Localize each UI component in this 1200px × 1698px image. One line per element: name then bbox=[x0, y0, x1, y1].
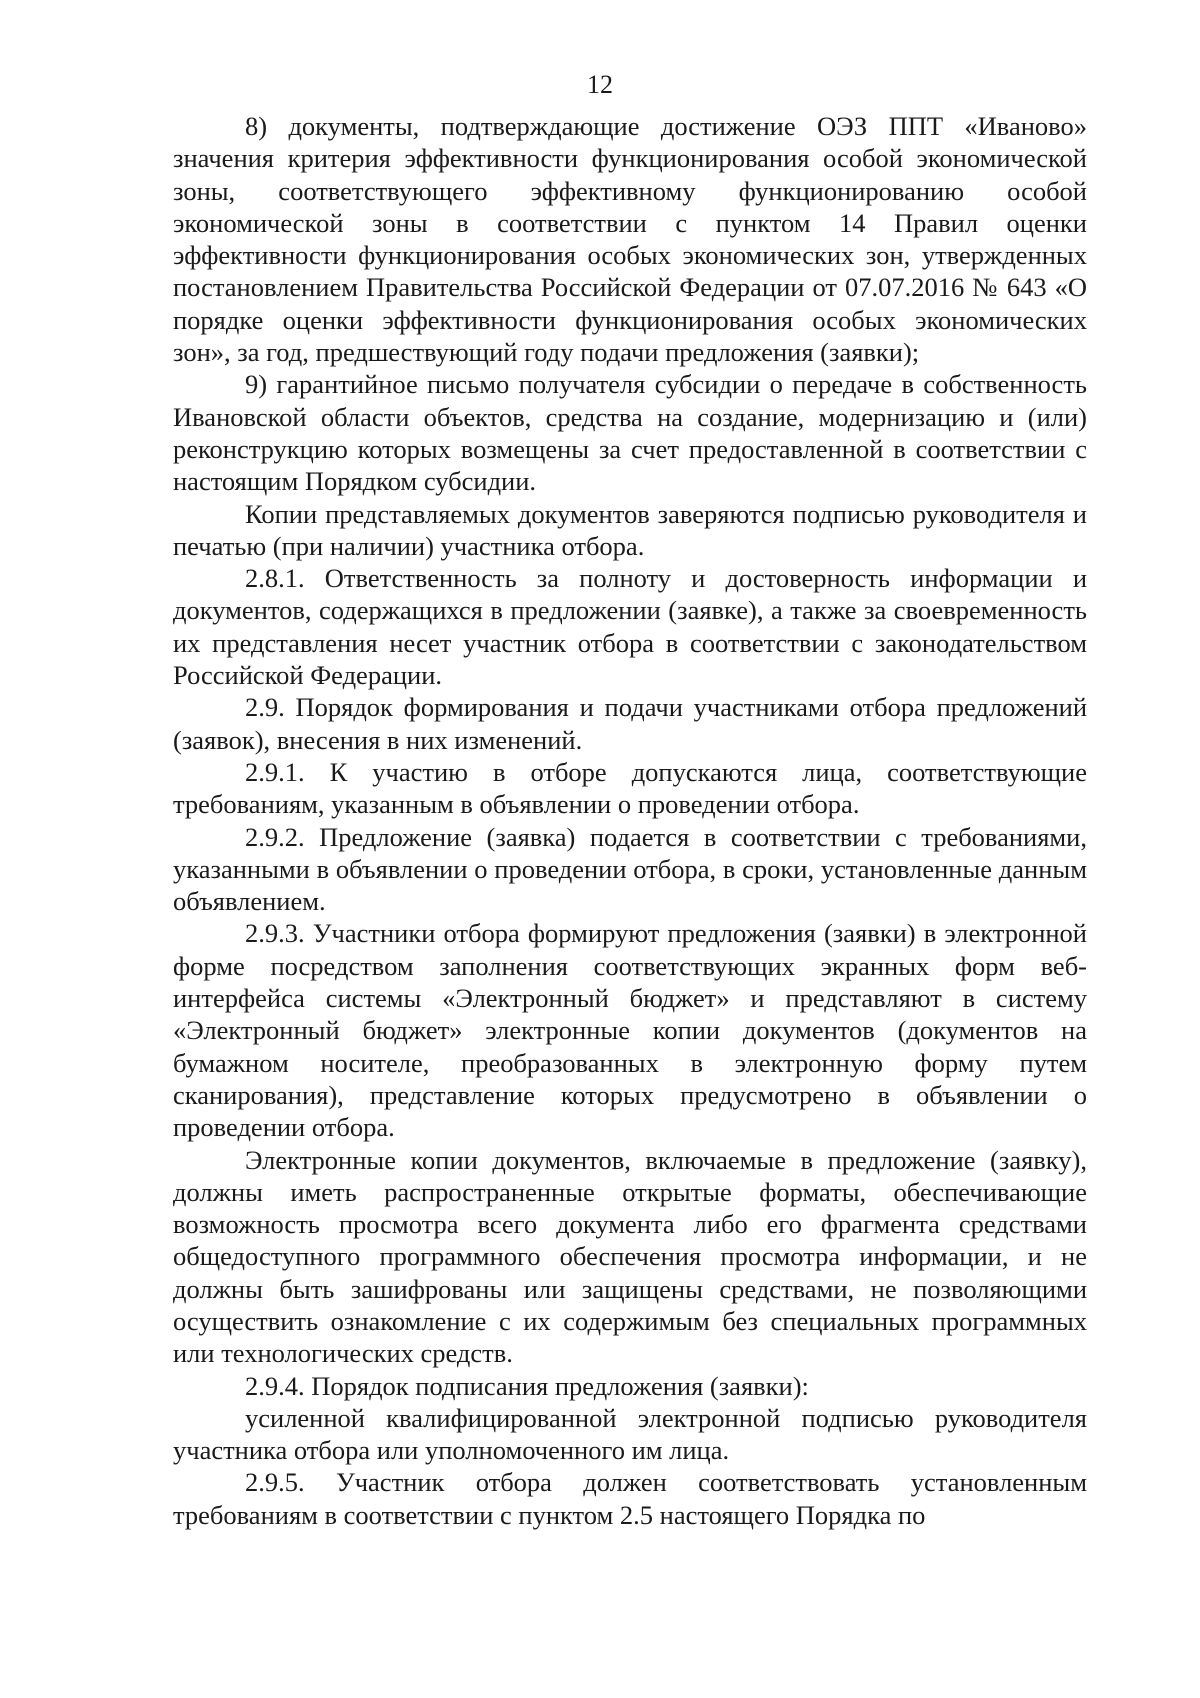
paragraph-2-9: 2.9. Порядок формирования и подачи участниками отбора предложений (заявок), внесения в них изменений. bbox=[173, 692, 1087, 755]
paragraph-copies-certification: Копии представляемых документов заверяются подписью руководителя и печатью (при наличии) участника отбора. bbox=[173, 498, 1087, 561]
paragraph-signature-requirement: усиленной квалифицированной электронной подписью руководителя участника отбора или уполномоченного им лица. bbox=[173, 1402, 1087, 1466]
page-number: 12 bbox=[587, 70, 613, 99]
paragraph-2-9-5: 2.9.5. Участник отбора должен соответствовать установленным требованиям в соответствии с пунктом 2.5 настоящего Порядка по bbox=[173, 1467, 1087, 1530]
paragraph-2-9-2: 2.9.2. Предложение (заявка) подается в соответствии с требованиями, указанными в объявлении о проведении отбора, в сроки, установленные данным объявлением. bbox=[173, 821, 1087, 917]
paragraph-2-8-1: 2.8.1. Ответственность за полноту и достоверность информации и документов, содержащихся в предложении (заявке), а также за своевременность их представления несет участник отбора в соответствии с законодательством Российской Федерации. bbox=[173, 563, 1087, 691]
paragraph-electronic-copies-formats: Электронные копии документов, включаемые в предложение (заявку), должны иметь распространенные открытые форматы, обеспечивающие возможность просмотра всего документа либо его фрагмента средствами общедоступного программного обеспечения просмотра информации, и не должны быть зашифрованы или защищены средствами, не позволяющими осуществить ознакомление с их содержимым без специальных программных или технологических средств. bbox=[173, 1144, 1087, 1369]
paragraph-2-9-1: 2.9.1. К участию в отборе допускаются лица, соответствующие требованиям, указанным в объявлении о проведении отбора. bbox=[173, 756, 1087, 820]
document-body bbox=[173, 110, 1087, 1531]
paragraph-2-9-3: 2.9.3. Участники отбора формируют предложения (заявки) в электронной форме посредством заполнения соответствующих экранных форм веб-интерфейса системы «Электронный бюджет» и представляют в систему «Электронный бюджет» электронные копии документов (документов на бумажном носителе, преобразованных в электронную форму путем сканирования), представление которых предусмотрено в объявлении о проведении отбора. bbox=[173, 918, 1087, 1143]
paragraph-2-9-4: 2.9.4. Порядок подписания предложения (заявки): bbox=[245, 1370, 809, 1401]
paragraph-item-8-documents: 8) документы, подтверждающие достижение ОЭЗ ППТ «Иваново» значения критерия эффективности функционирования особой экономической зоны, соответствующего эффективному функционированию особой экономической зоны в соответствии с пунктом 14 Правил оценки эффективности функционирования особых экономических зон, утвержденных постановлением Правительства Российской Федерации от 07.07.2016 № 643 «О порядке оценки эффективности функционирования особых экономических зон», за год, предшествующий году подачи предложения (заявки); bbox=[173, 111, 1087, 368]
paragraph-item-9-guarantee-letter: 9) гарантийное письмо получателя субсидии о передаче в собственность Ивановской области объектов, средства на создание, модернизацию и (или) реконструкцию которых возмещены за счет предоставленной в соответствии с настоящим Порядком субсидии. bbox=[173, 369, 1087, 497]
